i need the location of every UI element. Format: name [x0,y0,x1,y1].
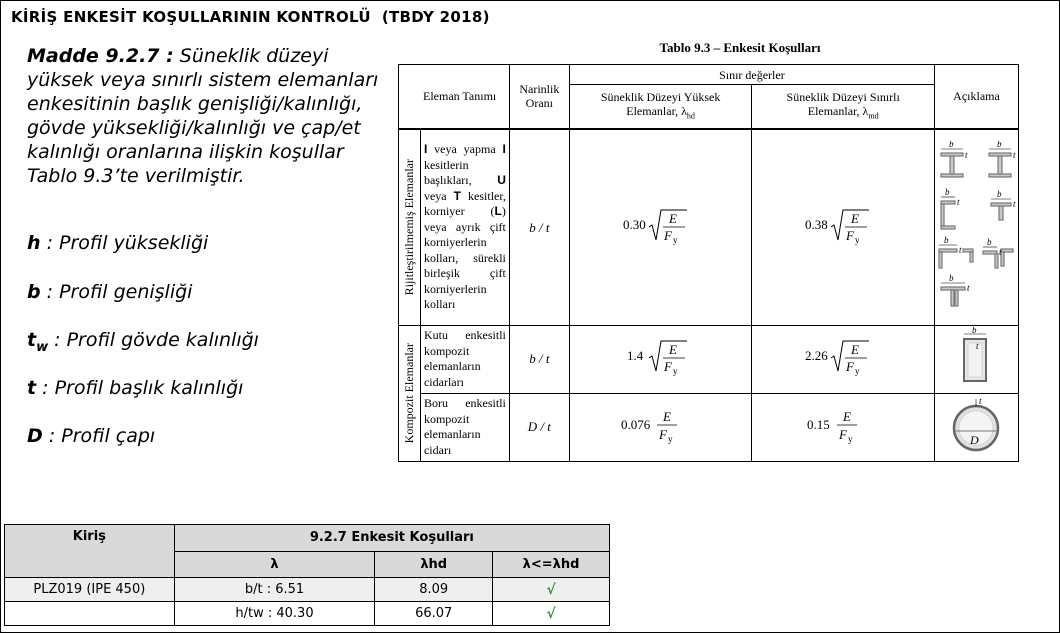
svg-text:t: t [1013,198,1016,209]
formula-high [569,129,752,326]
svg-text:0.30: 0.30 [622,216,646,232]
header-note: Açıklama [934,65,1018,129]
definition-symbol: b [27,281,41,303]
col-lambda-hd: λhd [375,551,493,578]
header-limited-ductility: Süneklik Düzeyi Sınırlı Elemanlar, $\lambda_{md}$ [752,85,935,129]
article-text [27,44,387,188]
table-row [5,602,610,626]
svg-text:F: F [658,427,667,443]
svg-text:t: t [959,244,962,255]
sqrt-formula [621,204,701,248]
svg-text:1.4: 1.4 [626,348,643,364]
sqrt-formula [803,204,883,248]
section-shapes [934,129,1018,326]
table-row [399,393,1019,461]
svg-text:y: y [672,366,678,377]
svg-text:E: E [851,210,860,226]
svg-text:F: F [839,427,848,443]
col-lambda: λ [174,551,375,578]
svg-text:b: b [944,234,949,245]
svg-text:F: F [663,359,672,375]
svg-text:F: F [846,359,855,375]
row-ratio: b / t [509,129,569,326]
pipe-section-cell [934,393,1018,461]
sqrt-formula [621,335,701,379]
definition-h: h : Profil yüksekliği [27,232,209,254]
formula-limited [752,326,935,393]
svg-text:y: y [855,234,860,245]
svg-text:b: b [945,186,950,197]
header-element: Eleman Tanımı [399,65,510,129]
svg-text:b: b [997,140,1002,149]
definition-t: t : Profil başlık kalınlığı [27,377,244,399]
svg-text:t: t [967,282,970,293]
beam-name [5,602,175,626]
svg-text:2.26: 2.26 [805,348,828,364]
check-mark-icon: √ [493,578,610,602]
group-unstiffened: Rijitleştirilmemiş Elemanlar [399,129,421,326]
box-section-icon [956,327,996,387]
i-u-t-l-section-icon [935,141,1017,311]
formula-limited [752,393,935,461]
svg-text:b: b [987,236,992,247]
definition-b: b : Profil genişliği [27,281,193,303]
svg-text:F: F [846,227,855,243]
definition-tw: $t_w$ : Profil gövde kalınlığı [27,329,259,355]
table-9-3 [398,64,1019,462]
beam-name: PLZ019 (IPE 450) [5,578,175,602]
row-description: I veya yapma I kesitlerin başlıkları, U veya T kesitler, korniyer (L) veya ayrık çift korniyerlerin kolları, sürekli birleşik çift korniyerlerin kolları [420,129,509,326]
svg-text:F: F [663,227,672,243]
header-slenderness: Narinlik Oranı [509,65,569,129]
fraction-formula [621,403,701,447]
definition-text: Profil çapı [55,425,156,447]
col-compare: λ<=λhd [493,551,610,578]
fraction-formula [803,403,883,447]
table-row [399,326,1019,393]
definition-d: D : Profil çapı [27,425,156,447]
svg-text:E: E [843,409,852,425]
beam-check-table [4,524,610,626]
table-row [399,129,1019,326]
svg-text:y: y [667,434,673,445]
svg-text:b: b [997,188,1002,199]
formula-high [569,326,752,393]
col-beam: Kiriş [5,525,175,578]
table-9-3-title: Tablo 9.3 – Enkesit Koşulları [659,40,821,55]
svg-text:y: y [672,234,678,245]
lambda-hd-value: 8.09 [375,578,493,602]
svg-text:t: t [999,246,1002,257]
definition-text: Profil başlık kalınlığı [48,377,244,399]
page-title: KİRİŞ ENKESİT KOŞULLARININ KONTROLÜ (TBDY 2018) [11,8,490,26]
svg-text:0.15: 0.15 [807,417,830,433]
definition-symbol: h [27,232,41,254]
row-ratio: b / t [509,326,569,393]
svg-text:t: t [965,149,968,160]
definition-text: Profil yüksekliği [52,232,209,254]
svg-text:y: y [855,366,860,377]
svg-text:t: t [979,396,982,407]
svg-text:0.076: 0.076 [620,417,650,433]
svg-text:y: y [848,434,853,445]
definition-symbol: t [27,377,37,399]
svg-text:t: t [976,341,979,352]
row-description: Kutu enkesitli kompozit elemanların cidarları [420,326,509,393]
svg-text:0.38: 0.38 [805,216,828,232]
definition-text: Profil gövde kalınlığı [60,329,259,351]
sqrt-formula [803,335,883,379]
row-ratio: D / t [509,393,569,461]
svg-text:b: b [949,272,954,283]
svg-text:E: E [668,342,677,358]
definition-text: Profil genişliği [53,281,193,303]
formula-high [569,393,752,461]
article-body: Süneklik düzeyi yüksek veya sınırlı sistem elemanları enkesitinin başlık genişliği/kalınlığı, gövde yüksekliği/kalınlığı ve çap/et kalınlığı oranlarına ilişkin koşullar Tablo 9.3’te verilmiştir. [27,45,379,187]
svg-text:b: b [949,140,954,149]
lambda-value: h/tw : 40.30 [174,602,375,626]
svg-text:E: E [662,409,671,425]
check-mark-icon: √ [493,602,610,626]
group-composite: Kompozit Elemanlar [399,326,421,462]
formula-limited [752,129,935,326]
header-high-ductility: Süneklik Düzeyi Yüksek Elemanlar, $\lambda_{hd}$ [569,85,752,129]
svg-text:D: D [970,433,980,448]
definition-symbol: $t_w$ [27,329,49,355]
header-limits: Sınır değerler [569,65,934,85]
svg-text:t: t [957,196,960,207]
pipe-section-icon [946,395,1006,455]
lambda-value: b/t : 6.51 [174,578,375,602]
definition-symbol: D [27,425,43,447]
svg-text:b: b [972,327,977,336]
svg-text:t: t [1013,149,1016,160]
col-group: 9.2.7 Enkesit Koşulları [174,525,609,552]
lambda-hd-value: 66.07 [375,602,493,626]
svg-text:E: E [851,342,860,358]
row-description: Boru enkesitli kompozit elemanların cidarı [420,393,509,461]
svg-text:E: E [668,210,677,226]
table-row [5,578,610,602]
article-ref: Madde 9.2.7 : [27,45,174,67]
box-section-cell [934,326,1018,393]
